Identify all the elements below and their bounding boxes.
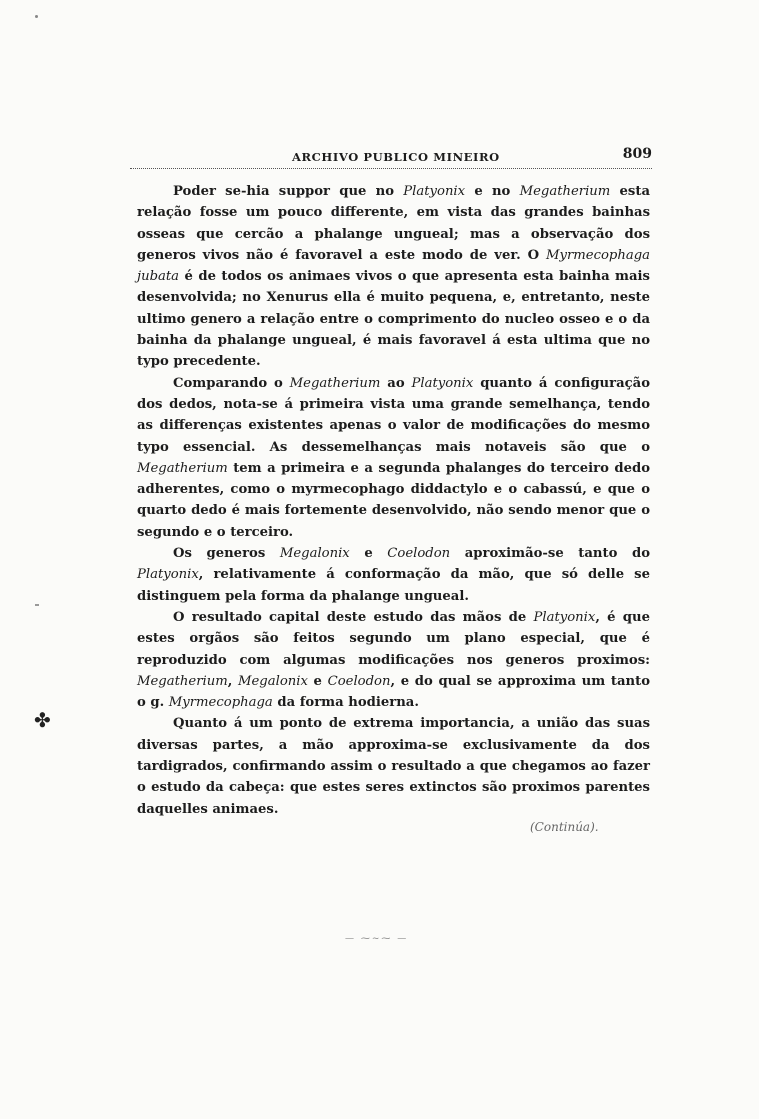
text-run: Os generos: [173, 546, 280, 562]
genus-name: Coelodon: [387, 546, 451, 562]
text-run: , e do qual se approxima um tanto o g.: [137, 673, 650, 711]
stain-mark: [35, 604, 39, 606]
text-run: Quanto á um ponto de extrema importancia, a união das suas diversas partes, a mão approxima-se exclusivamente da dos tardigrados, confirmando assim o resultado a que chegamos ao fazer o estudo da cabeça: que estes seres extinctos são proximos parentes daquelles animaes.: [137, 716, 650, 817]
paragraph: [137, 543, 650, 607]
end-ornament: — ⁓~⁓ —: [345, 934, 409, 944]
species-name: Myrmecophaga jubata: [137, 247, 650, 285]
text-run: Comparando o: [173, 375, 290, 391]
text-run: , é que estes orgãos são feitos segundo um plano especial, que é reproduzido com algumas modificações nos generos proximos:: [137, 609, 650, 668]
paragraph: [137, 181, 650, 373]
text-run: , relativamente á conformação da mão, que só delle se distinguem pela forma da phalange ungueal.: [137, 567, 650, 604]
text-run: ,: [227, 673, 238, 689]
genus-name: Megalonix: [279, 546, 350, 562]
ink-blot: ✤: [34, 708, 51, 732]
text-run: e: [307, 673, 328, 689]
stain-mark: [35, 15, 38, 18]
paragraph: [137, 713, 650, 819]
genus-name: Megatherium: [137, 460, 228, 476]
text-run: ao: [380, 375, 412, 391]
text-run: e: [349, 546, 388, 562]
page-number: 809: [622, 146, 652, 162]
paragraph: [137, 373, 650, 543]
continued-note: (Continúa).: [530, 820, 599, 834]
text-run: esta relação fosse um pouco differente, em vista das grandes bainhas osseas que cercão a phalange ungueal; mas a observação dos generos vivos não é favoravel a este modo de ver. O: [137, 184, 650, 263]
text-run: e no: [465, 184, 520, 199]
text-run: quanto á configuração dos dedos, nota-se á primeira vista uma grande semelhança, tendo as differenças existentes apenas o valor de modificações do mesmo typo essencial. As dessemelhanças mais notaveis são que o: [137, 375, 650, 455]
body-text: [137, 181, 650, 820]
genus-name: Platyonix: [411, 375, 474, 391]
genus-name: Megatherium: [289, 375, 381, 391]
genus-name: Platyonix: [403, 184, 466, 199]
genus-name: Megatherium: [519, 184, 611, 199]
text-run: da forma hodierna.: [272, 695, 419, 711]
text-run: O resultado capital deste estudo das mãos de: [173, 609, 534, 625]
page-header: [130, 146, 652, 168]
genus-name: Megalonix: [237, 673, 308, 689]
genus-name: Megatherium: [137, 673, 228, 689]
genus-name: Platyonix: [533, 609, 596, 625]
genus-name: Platyonix: [137, 567, 199, 583]
text-run: é de todos os animaes vivos o que apresenta esta bainha mais desenvolvida; no Xenurus ella é muito pequena, e, entretanto, neste ultimo genero a relação entre o comprimento do nucleo osseo e o da bainha da phalange ungueal, é mais favoravel á esta ultima que no typo precedente.: [137, 269, 650, 370]
text-run: tem a primeira e a segunda phalanges do terceiro dedo adherentes, como o myrmecophago diddactylo e o cabassú, e que o quarto dedo é mais fortemente desenvolvido, não sendo menor que o segundo e o terceiro.: [137, 460, 650, 540]
text-run: aproximão-se tanto do: [450, 546, 650, 562]
text-run: Poder se-hia suppor que no: [173, 184, 404, 199]
paragraph: [137, 607, 650, 713]
genus-name: Coelodon: [327, 673, 391, 689]
running-head: ARCHIVO PUBLICO MINEIRO: [292, 150, 500, 164]
genus-name: Myrmecophaga: [168, 695, 273, 711]
header-rule: [130, 168, 652, 169]
